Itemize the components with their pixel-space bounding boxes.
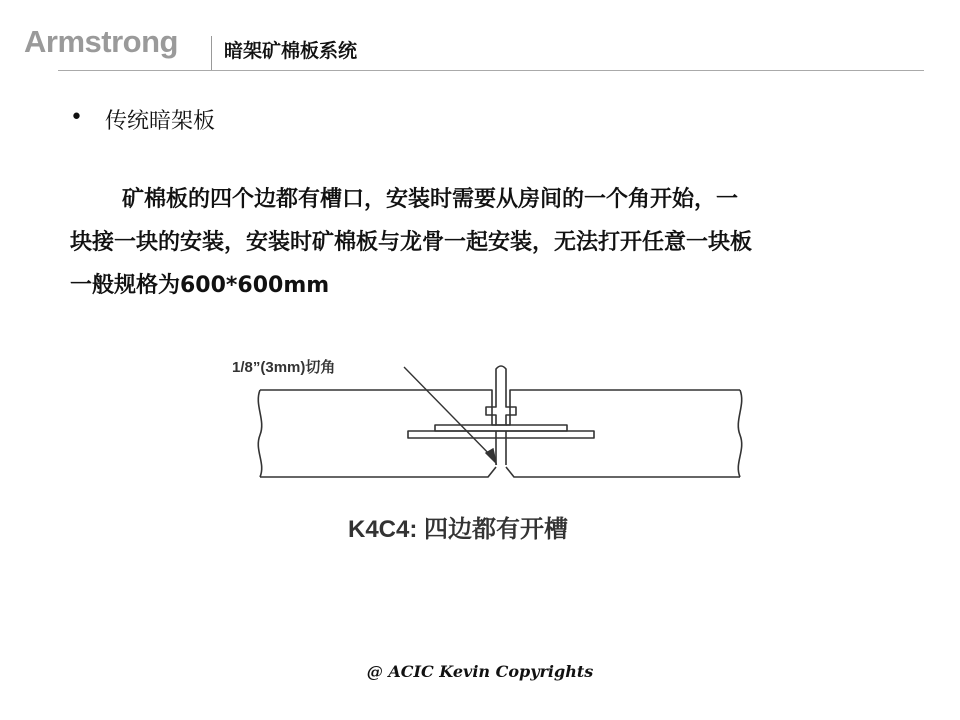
header-divider [211,36,212,70]
section-heading: 传统暗架板 [105,109,216,134]
right-panel-break-line [738,390,741,477]
right-panel-top [506,390,740,425]
tbar-stem [496,431,506,465]
left-panel-bottom [260,467,496,477]
callout-label: 1/8”(3mm)切角 [232,359,336,376]
tbar-flange [408,431,594,438]
left-panel-top [260,390,496,425]
body-paragraph [70,178,910,307]
header-rule [58,70,924,71]
callout-leader-line [404,367,496,461]
ceiling-tile-edge-diagram [230,345,760,505]
armstrong-logo: Armstrong [24,24,178,59]
tbar-inner-flange [435,425,567,431]
footer-copyright: @ ACIC Kevin Copyrights [366,662,594,681]
left-panel-break-line [258,390,261,477]
tbar-web [486,393,516,425]
figure-caption: K4C4: 四边都有开槽 [348,516,569,543]
body-line-2: 块接一块的安装，安装时矿棉板与龙骨一起安装，无法打开任意一块板 [70,230,753,255]
bullet-marker: • [70,105,83,130]
callout-arrowhead [486,449,496,463]
body-line-3: 一般规格为600*600mm [70,273,330,298]
tbar-bulb [496,366,506,393]
body-line-1: 矿棉板的四个边都有槽口，安装时需要从房间的一个角开始，一 [122,187,739,212]
right-panel-bottom [506,467,740,477]
page-title: 暗架矿棉板系统 [224,40,358,62]
